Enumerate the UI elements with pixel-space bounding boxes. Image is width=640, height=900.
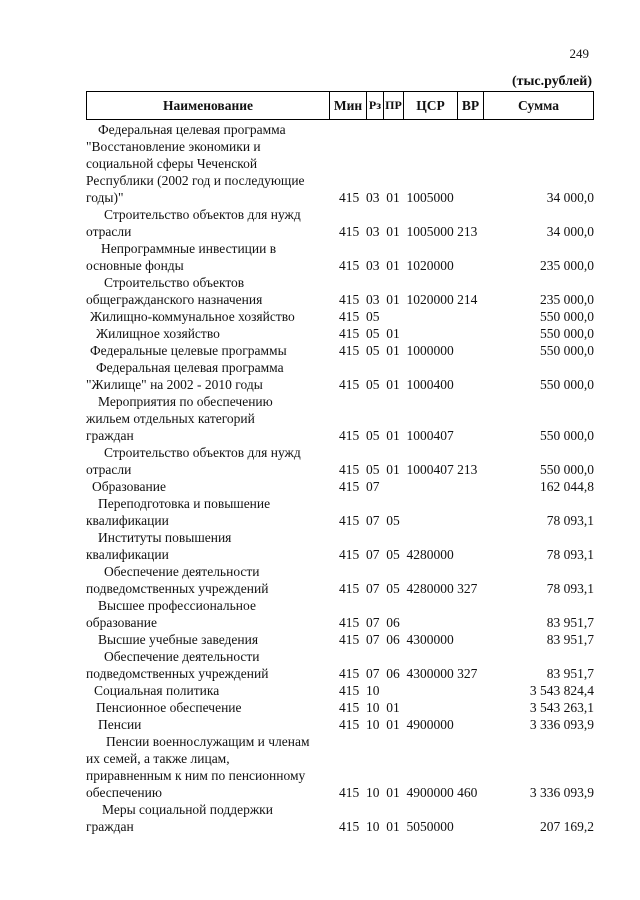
row-codes: 415 10 01 — [339, 700, 400, 715]
row-name-line: отрасли — [86, 224, 132, 239]
row-name-line: Высшее профессиональное — [98, 598, 256, 613]
row-name-line: подведомственных учреждений — [86, 581, 269, 596]
row-amount: 3 543 824,4 — [529, 683, 594, 698]
row-name — [86, 308, 338, 325]
row-amount: 235 000,0 — [540, 292, 594, 307]
row-amount: 83 951,7 — [546, 615, 594, 630]
table-body — [86, 121, 596, 835]
row-amount: 550 000,0 — [540, 462, 594, 477]
row-codes: 415 03 01 1020000 — [339, 258, 454, 273]
row-amount: 34 000,0 — [546, 224, 594, 239]
row-codes: 415 10 01 4900000 — [339, 717, 454, 732]
row-amount: 34 000,0 — [546, 190, 594, 205]
row-name — [86, 393, 338, 444]
units-label: (тыс.рублей) — [511, 74, 592, 89]
header-sum: Сумма — [517, 97, 560, 113]
row-codes: 415 10 01 5050000 — [339, 819, 454, 834]
table-row — [86, 393, 596, 444]
table-row — [86, 648, 596, 682]
row-amount: 78 093,1 — [546, 547, 594, 562]
row-name-line: образование — [86, 615, 157, 630]
row-name-line: Строительство объектов для нужд — [104, 445, 301, 460]
table-row — [86, 121, 596, 206]
table-row — [86, 682, 596, 699]
row-name — [86, 325, 338, 342]
row-name-line: Жилищное хозяйство — [96, 326, 220, 341]
row-name-line: "Восстановление экономики и — [86, 139, 261, 154]
row-name-line: основные фонды — [86, 258, 184, 273]
row-name-line: Обеспечение деятельности — [104, 649, 260, 664]
row-name-line: Меры социальной поддержки — [102, 802, 273, 817]
row-name — [86, 699, 338, 716]
table-row — [86, 359, 596, 393]
row-name-line: годы)" — [86, 190, 124, 205]
row-codes: 415 05 01 1000000 — [339, 343, 454, 358]
row-name-line: социальной сферы Чеченской — [86, 156, 258, 171]
row-name-line: Высшие учебные заведения — [98, 632, 259, 647]
table-row — [86, 733, 596, 801]
table-row — [86, 563, 596, 597]
row-codes: 415 10 01 4900000 460 — [339, 785, 478, 800]
row-codes: 415 05 01 — [339, 326, 400, 341]
row-amount: 3 336 093,9 — [529, 785, 594, 800]
page-number: 249 — [569, 46, 589, 61]
row-name-line: подведомственных учреждений — [86, 666, 269, 681]
row-amount: 550 000,0 — [540, 309, 594, 324]
row-amount: 550 000,0 — [540, 428, 594, 443]
table-row — [86, 597, 596, 631]
row-name-line: "Жилище" на 2002 - 2010 годы — [86, 377, 263, 392]
row-name-line: Институты повышения — [98, 530, 232, 545]
row-name — [86, 716, 338, 733]
header-csr: ЦСР — [404, 92, 458, 119]
row-codes: 415 03 01 1020000 214 — [339, 292, 478, 307]
row-amount: 3 543 263,1 — [529, 700, 594, 715]
header-min: Мин — [330, 92, 367, 119]
header-pr: ПР — [384, 92, 404, 119]
row-name-line: Обеспечение деятельности — [104, 564, 260, 579]
row-name — [86, 121, 338, 206]
table-header — [86, 91, 594, 120]
row-codes: 415 07 05 4280000 — [339, 547, 454, 562]
row-codes: 415 07 05 4280000 327 — [339, 581, 478, 596]
row-name — [86, 563, 338, 597]
table-row — [86, 308, 596, 325]
row-codes: 415 05 01 1000400 — [339, 377, 454, 392]
table-row — [86, 325, 596, 342]
row-amount: 207 169,2 — [540, 819, 594, 834]
table-row — [86, 631, 596, 648]
row-name-line: Мероприятия по обеспечению — [98, 394, 273, 409]
row-codes: 415 03 01 1005000 213 — [339, 224, 478, 239]
table-row — [86, 716, 596, 733]
row-amount: 83 951,7 — [546, 666, 594, 681]
row-name-line: Жилищно-коммунальное хозяйство — [90, 309, 295, 324]
row-name-line: Федеральные целевые программы — [90, 343, 287, 358]
row-codes: 415 07 06 — [339, 615, 400, 630]
row-name — [86, 444, 338, 478]
row-name-line: Пенсии — [98, 717, 142, 732]
header-name: Наименование — [87, 92, 330, 119]
row-name-line: граждан — [86, 819, 134, 834]
row-amount: 83 951,7 — [546, 632, 594, 647]
row-codes: 415 10 — [339, 683, 380, 698]
row-amount: 550 000,0 — [540, 343, 594, 358]
row-name — [86, 529, 338, 563]
row-name — [86, 342, 338, 359]
header-vr: ВР — [458, 92, 484, 119]
row-name-line: Строительство объектов — [104, 275, 245, 290]
row-name — [86, 597, 338, 631]
table-row — [86, 240, 596, 274]
row-name — [86, 648, 338, 682]
row-amount: 235 000,0 — [540, 258, 594, 273]
row-name-line: Социальная политика — [94, 683, 220, 698]
row-name — [86, 631, 338, 648]
row-amount: 162 044,8 — [540, 479, 594, 494]
row-name-line: Пенсионное обеспечение — [96, 700, 242, 715]
row-codes: 415 05 — [339, 309, 380, 324]
row-name-line: Пенсии военнослужащим и членам — [106, 734, 310, 749]
row-name — [86, 206, 338, 240]
row-name-line: жильем отдельных категорий — [86, 411, 255, 426]
row-name-line: квалификации — [86, 547, 169, 562]
row-name-line: Федеральная целевая программа — [98, 122, 286, 137]
row-name — [86, 733, 338, 801]
row-name — [86, 274, 338, 308]
row-amount: 3 336 093,9 — [529, 717, 594, 732]
row-codes: 415 07 — [339, 479, 380, 494]
table-row — [86, 495, 596, 529]
table-row — [86, 478, 596, 495]
table-row — [86, 699, 596, 716]
row-name — [86, 682, 338, 699]
row-codes: 415 07 05 — [339, 513, 400, 528]
row-name-line: общегражданского назначения — [86, 292, 263, 307]
row-codes: 415 03 01 1005000 — [339, 190, 454, 205]
header-rz: Рз — [367, 92, 384, 119]
row-codes: 415 07 06 4300000 — [339, 632, 454, 647]
row-name-line: отрасли — [86, 462, 132, 477]
row-name-line: Республики (2002 год и последующие — [86, 173, 305, 188]
row-name-line: Образование — [92, 479, 166, 494]
row-name-line: Непрограммные инвестиции в — [101, 241, 277, 256]
row-name-line: обеспечению — [86, 785, 162, 800]
row-amount: 550 000,0 — [540, 326, 594, 341]
row-codes: 415 05 01 1000407 213 — [339, 462, 478, 477]
row-name — [86, 478, 338, 495]
row-amount: 550 000,0 — [540, 377, 594, 392]
row-name-line: Строительство объектов для нужд — [104, 207, 301, 222]
row-name-line: квалификации — [86, 513, 169, 528]
row-amount: 78 093,1 — [546, 513, 594, 528]
row-name — [86, 240, 338, 274]
row-codes: 415 05 01 1000407 — [339, 428, 454, 443]
table-row — [86, 444, 596, 478]
row-amount: 78 093,1 — [546, 581, 594, 596]
row-name-line: Переподготовка и повышение — [98, 496, 271, 511]
row-name-line: приравненным к ним по пенсионному — [86, 768, 306, 783]
row-name-line: Федеральная целевая программа — [96, 360, 284, 375]
row-name-line: граждан — [86, 428, 134, 443]
table-row — [86, 529, 596, 563]
table-row — [86, 274, 596, 308]
table-row — [86, 342, 596, 359]
row-name-line: их семей, а также лицам, — [86, 751, 230, 766]
row-name — [86, 801, 338, 835]
row-codes: 415 07 06 4300000 327 — [339, 666, 478, 681]
table-row — [86, 801, 596, 835]
row-name — [86, 495, 338, 529]
row-name — [86, 359, 338, 393]
table-row — [86, 206, 596, 240]
